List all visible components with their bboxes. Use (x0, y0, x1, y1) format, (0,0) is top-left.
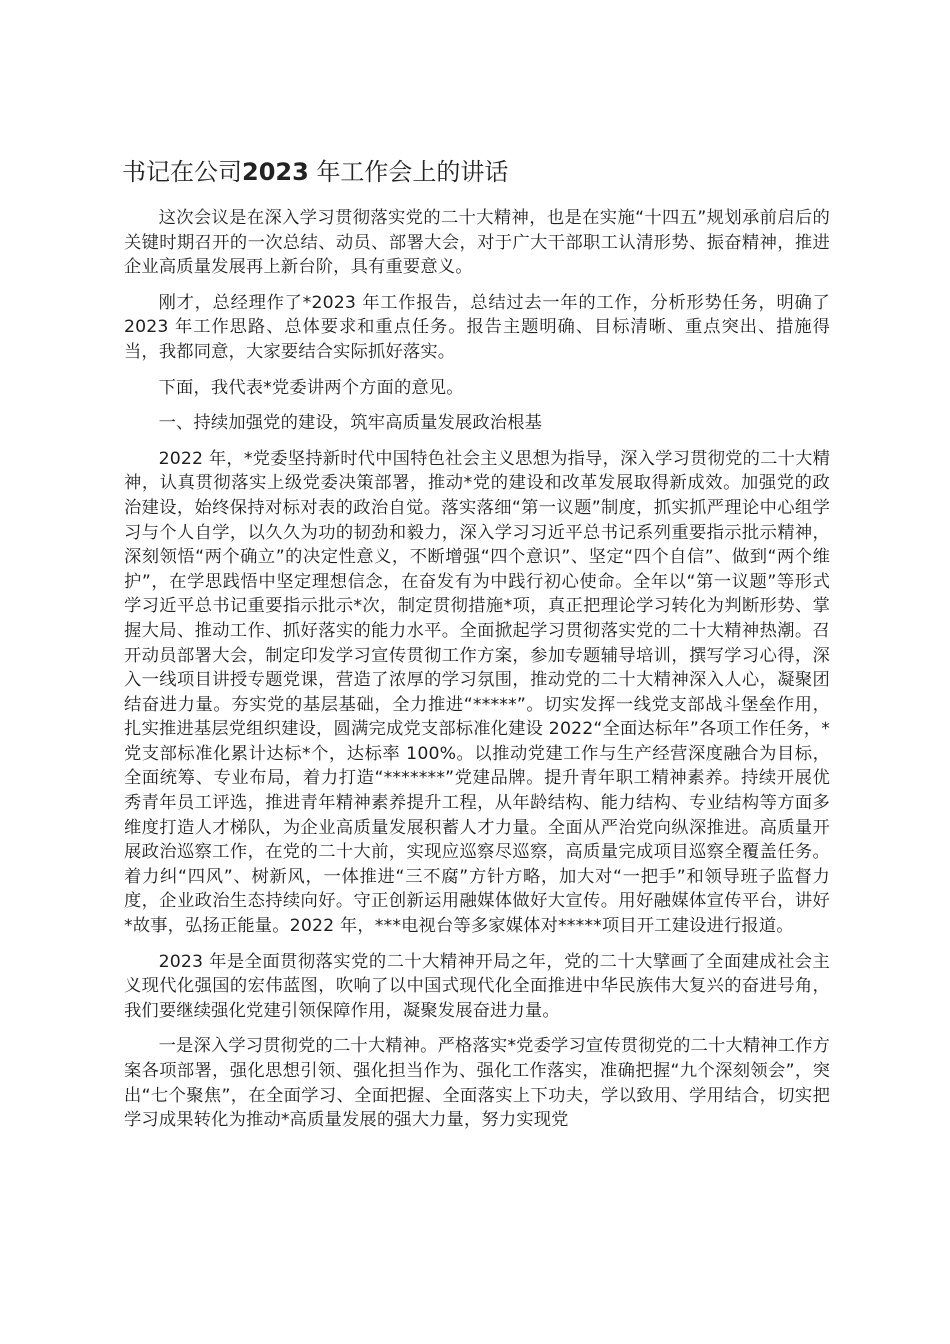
title-year: 2023 (242, 158, 309, 186)
paragraph-report: 刚才，总经理作了*2023 年工作报告，总结过去一年的工作，分析形势任务，明确了 2023 年工作思路、总体要求和重点任务。报告主题明确、目标清晰、重点突出、措施得当，我都同意，大家要结合实际抓好落实。 (124, 292, 830, 362)
paragraph-opening: 这次会议是在深入学习贯彻落实党的二十大精神，也是在实施“十四五”规划承前启后的关键时期召开的一次总结、动员、部署大会，对于广大干部职工认清形势、振奋精神，推进企业高质量发展再上新台阶，具有重要意义。 (124, 208, 830, 278)
paragraph-point-one: 一是深入学习贯彻党的二十大精神。严格落实*党委学习宣传贯彻党的二十大精神工作方案各项部署，强化思想引领、强化担当作为、强化工作落实，准确把握“九个深刻领会”，突出“七个聚焦”，在全面学习、全面把握、全面落实上下功夫，学以致用、学用结合，切实把学习成果转化为推动*高质量发展的强大力量，努力实现党 (124, 1036, 830, 1131)
title-suffix: 年工作会上的讲话 (316, 158, 509, 186)
paragraph-intro: 下面，我代表*党委讲两个方面的意见。 (158, 377, 464, 398)
document-title (122, 152, 842, 192)
document-body (124, 206, 830, 1144)
section-heading: 一、持续加强党的建设，筑牢高质量发展政治根基 (158, 413, 543, 434)
paragraph-2022-review: 2022 年，*党委坚持新时代中国特色社会主义思想为指导，深入学习贯彻党的二十大精神，认真贯彻落实上级党委决策部署，推动*党的建设和改革发展取得新成效。加强党的政治建设，始终保持对标对表的政治自觉。落实落细“第一议题”制度，抓实抓严理论中心组学习与个人自学，以久久为功的韧劲和毅力，深入学习习近平总书记系列重要指示批示精神，深刻领悟“两个确立”的决定性意义，不断增强“四个意识”、坚定“四个自信”、做到“两个维护”，在学思践悟中坚定理想信念，在奋发有为中践行初心使命。全年以“第一议题”等形式学习近平总书记重要指示批示*次，制定贯彻措施*项，真正把理论学习转化为判断形势、掌握大局、推动工作、抓好落实的能力水平。全面掀起学习贯彻落实党的二十大精神热潮。召开动员部署大会，制定印发学习宣传贯彻工作方案，参加专题辅导培训，撰写学习心得，深入一线项目讲授专题党课，营造了浓厚的学习氛围，推动党的二十大精神深入人心，凝聚团结奋进力量。夯实党的基层基础，全力推进“*****”。切实发挥一线党支部战斗堡垒作用，扎实推进基层党组织建设，圆满完成党支部标准化建设 2022“全面达标年”各项工作任务，*党支部标准化累计达标*个，达标率 100%。以推动党建工作与生产经营深度融合为目标，全面统筹、专业布局，着力打造“*******”党建品牌。提升青年职工精神素养。持续开展优秀青年员工评选，推进青年精神素养提升工程，从年龄结构、能力结构、专业结构等方面多维度打造人才梯队，为企业高质量发展积蓄人才力量。全面从严治党向纵深推进。高质量开展政治巡察工作，在党的二十大前，实现应巡察尽巡察，高质量完成项目巡察全覆盖任务。着力纠“四风”、树新风，一体推进“三不腐”方针方略，加大对“一把手”和领导班子监督力度，企业政治生态持续向好。守正创新运用融媒体做好大宣传。用好融媒体宣传平台，讲好*故事，弘扬正能量。2022 年，***电视台等多家媒体对*****项目开工建设进行报道。 (124, 448, 830, 937)
title-prefix: 书记在公司 (122, 158, 242, 186)
paragraph-2023-outlook: 2023 年是全面贯彻落实党的二十大精神开局之年，党的二十大擘画了全面建成社会主义现代化强国的宏伟蓝图，吹响了以中国式现代化全面推进中华民族伟大复兴的奋进号角，我们要继续强化党建引领保障作用，凝聚发展奋进力量。 (124, 951, 830, 1021)
